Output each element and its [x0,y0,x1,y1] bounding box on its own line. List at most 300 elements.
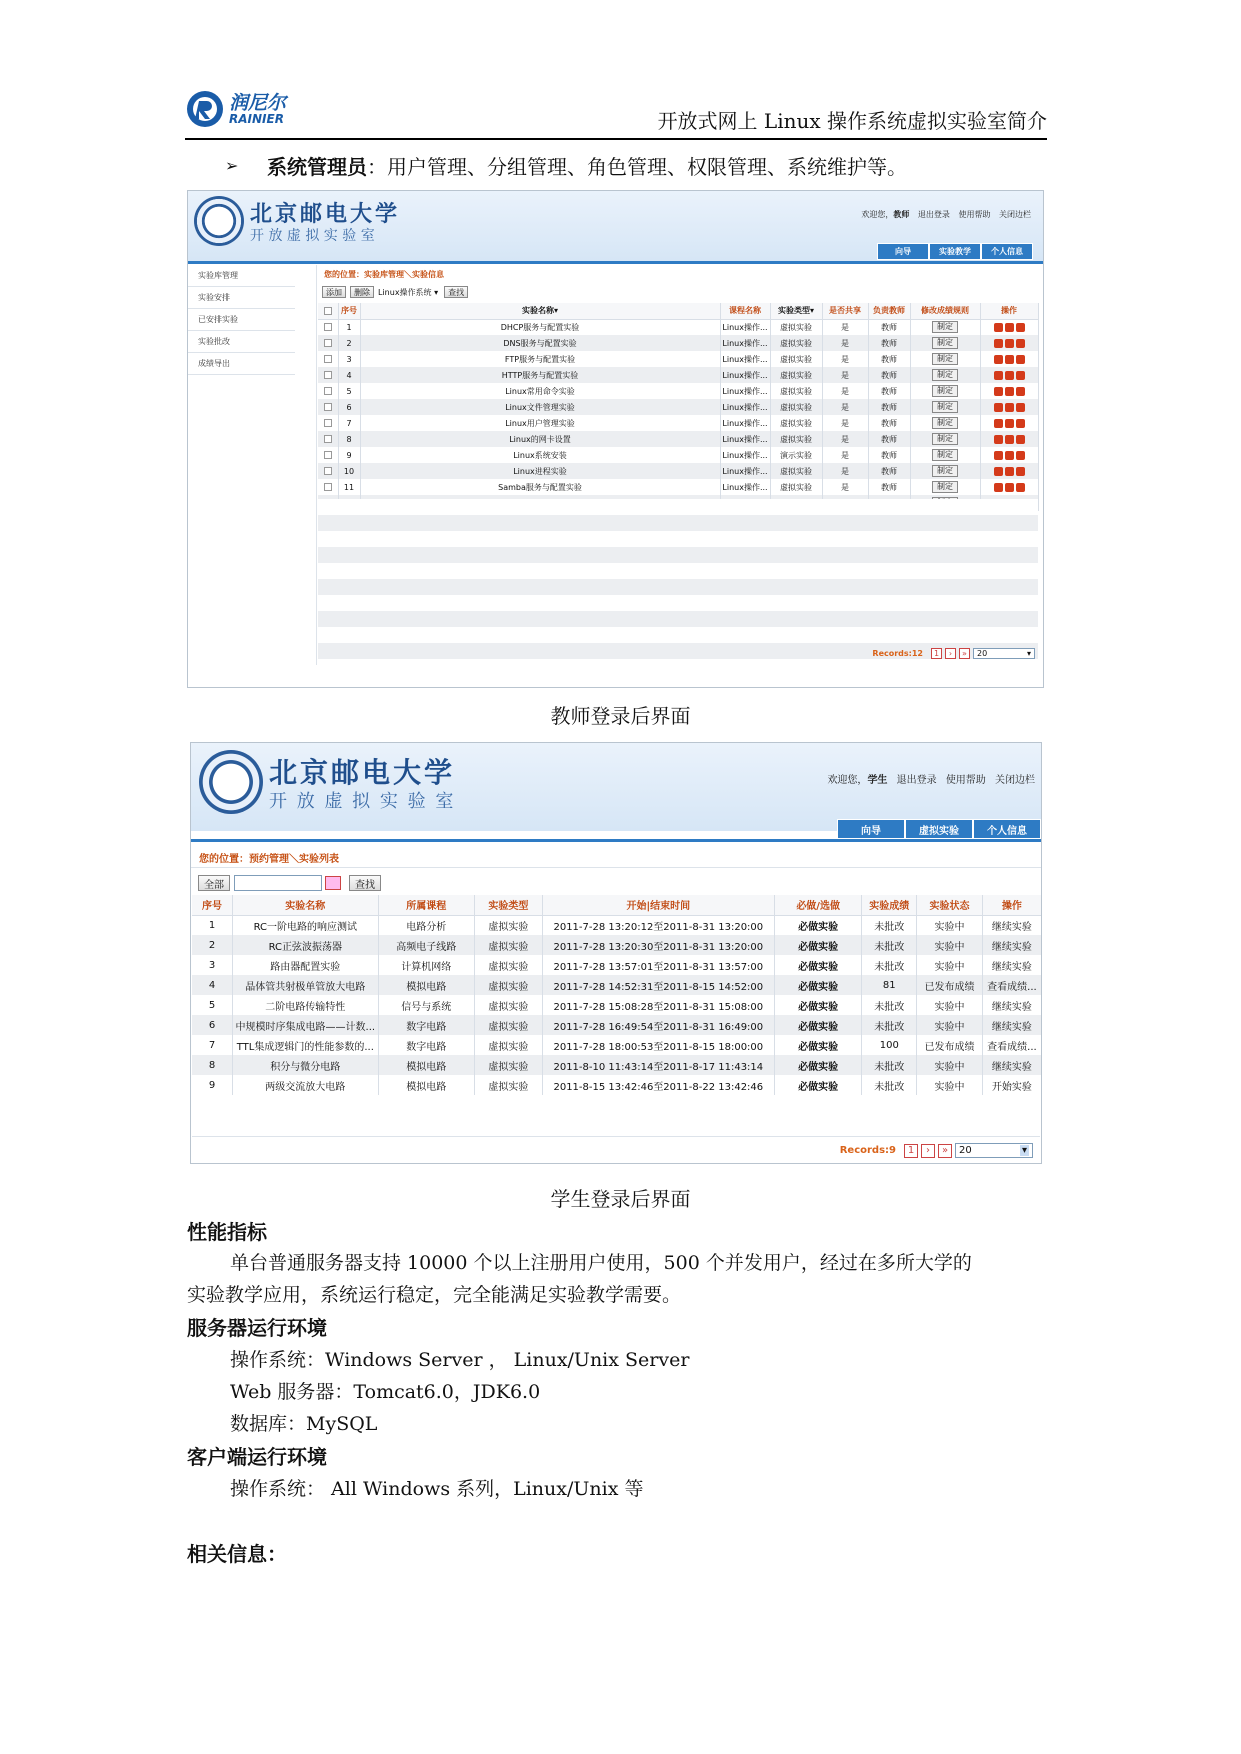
table-cell: Samba服务与配置实验 [360,479,720,495]
table-cell: 7 [192,1035,233,1055]
row-actions [980,367,1038,383]
row-checkbox[interactable] [318,383,338,399]
table-cell: 2011-7-28 13:20:12至2011-8-31 13:20:00 [542,915,774,935]
table-cell: 教师 [868,399,910,415]
table-cell: Linux操作... [720,447,770,463]
col-header: 操作 [982,895,1041,915]
table-cell: DHCP服务与配置实验 [360,319,720,335]
table-cell: 未批改 [862,1075,917,1095]
table-cell: 必做实验 [774,1015,862,1035]
table-cell: 演示实验 [770,447,822,463]
set-rule-button[interactable]: 制定 [910,335,980,351]
page-number[interactable]: 1 [904,1144,918,1158]
lab-name: 开 放 虚 拟 实 验 室 [269,791,456,812]
sidebar-item-grading[interactable]: 实验批改 [188,331,295,353]
col-header[interactable]: 实验名称▾ [360,303,720,319]
view-icon[interactable] [1005,339,1014,348]
tab-profile[interactable]: 个人信息 [973,819,1041,839]
set-rule-button[interactable]: 制定 [910,351,980,367]
table-cell: 是 [822,399,868,415]
table-row [318,383,1038,399]
all-button[interactable]: 全部 [198,875,230,891]
set-rule-button[interactable]: 制定 [910,463,980,479]
view-icon[interactable] [1005,419,1014,428]
logout-link[interactable]: 退出登录 [917,210,950,219]
next-page-button[interactable]: › [921,1144,935,1158]
page-number[interactable]: 1 [931,648,942,659]
table-cell: TTL集成逻辑门的性能参数的... [233,1035,379,1055]
table-cell: 必做实验 [774,975,862,995]
table-cell: Linux操作... [720,319,770,335]
table-cell: RC一阶电路的响应测试 [233,915,379,935]
table-cell: 虚拟实验 [474,935,542,955]
view-icon[interactable] [1005,467,1014,476]
delete-icon[interactable] [1016,323,1025,332]
table-cell: 9 [338,447,360,463]
sidebar-item-arranged[interactable]: 已安排实验 [188,309,295,331]
table-row [192,975,1042,995]
row-checkbox[interactable] [318,415,338,431]
client-heading: 客户端运行环境 [187,1445,327,1469]
col-header: 实验状态 [917,895,983,915]
bupt-emblem-icon [194,196,244,246]
table-cell: 教师 [868,447,910,463]
table-cell: 未批改 [862,995,917,1015]
delete-icon[interactable] [1016,387,1025,396]
view-icon[interactable] [1005,435,1014,444]
table-cell: 2011-8-10 11:43:14至2011-8-17 11:43:14 [542,1055,774,1075]
set-rule-button[interactable]: 制定 [910,399,980,415]
table-cell: 必做实验 [774,955,862,975]
tab-guide[interactable]: 向导 [877,243,929,260]
view-icon[interactable] [1005,403,1014,412]
delete-icon[interactable] [1016,483,1025,492]
last-page-button[interactable]: » [959,648,970,659]
row-checkbox[interactable] [318,399,338,415]
table-cell: 实验中 [917,995,983,1015]
table-cell: 2011-7-28 15:08:28至2011-8-31 15:08:00 [542,995,774,1015]
table-cell: 虚拟实验 [770,335,822,351]
breadcrumb: 您的位置：预约管理＼实验列表 [199,854,339,865]
table-cell: 中规模时序集成电路——计数... [233,1015,379,1035]
page-header [185,85,1047,140]
table-row [192,955,1042,975]
table-cell: Linux操作... [720,463,770,479]
perf-heading: 性能指标 [187,1220,267,1244]
sidebar-item-export[interactable]: 成绩导出 [188,353,295,375]
records-count: Records:12 [872,649,923,658]
table-cell: 必做实验 [774,935,862,955]
table-cell: 6 [192,1015,233,1035]
row-actions [980,463,1038,479]
table-cell: Linux操作... [720,383,770,399]
delete-icon[interactable] [1016,355,1025,364]
row-action-link[interactable]: 继续实验 [982,935,1041,955]
student-pager [840,1143,1033,1158]
row-checkbox[interactable] [318,351,338,367]
teacher-table [318,303,1039,511]
last-page-button[interactable]: » [938,1144,952,1158]
student-table [192,895,1042,1095]
table-cell: 教师 [868,383,910,399]
delete-icon[interactable] [1016,435,1025,444]
edit-icon[interactable] [994,483,1003,492]
table-row [318,367,1038,383]
table-cell: 5 [192,995,233,1015]
row-checkbox[interactable] [318,463,338,479]
page-size-select[interactable]: 20 ▾ [973,648,1035,659]
admin-description: ：用户管理、分组管理、角色管理、权限管理、系统维护等。 [367,155,907,179]
row-actions [980,383,1038,399]
view-icon[interactable] [1005,355,1014,364]
table-cell: 教师 [868,415,910,431]
set-rule-button[interactable]: 制定 [910,447,980,463]
add-button[interactable]: 添加 [322,286,346,298]
table-cell: 2 [338,335,360,351]
table-cell: 6 [338,399,360,415]
welcome-text: 欢迎您， [827,775,868,786]
server-heading: 服务器运行环境 [187,1316,327,1340]
search-input[interactable] [234,875,322,891]
table-cell: 未批改 [862,915,917,935]
table-cell: Linux常用命令实验 [360,383,720,399]
teacher-screenshot [187,190,1044,688]
student-tabs [837,819,1041,839]
table-cell: 未批改 [862,1055,917,1075]
table-cell: 虚拟实验 [770,351,822,367]
server-db: 数据库：MySQL [230,1413,378,1435]
table-row [192,1015,1042,1035]
view-icon[interactable] [1005,323,1014,332]
edit-icon[interactable] [994,339,1003,348]
table-cell: 5 [338,383,360,399]
view-icon[interactable] [1005,387,1014,396]
table-cell: 教师 [868,319,910,335]
table-cell: 虚拟实验 [770,463,822,479]
row-checkbox[interactable] [318,319,338,335]
row-checkbox[interactable] [318,431,338,447]
logo-english: RAINIER [229,111,284,126]
table-cell: 必做实验 [774,1055,862,1075]
table-cell: 电路分析 [378,915,474,935]
col-header: 实验名称 [233,895,379,915]
table-cell: 4 [338,367,360,383]
table-cell: 实验中 [917,915,983,935]
table-cell: 虚拟实验 [474,1035,542,1055]
col-header: 负责教师 [868,303,910,319]
delete-icon[interactable] [1016,451,1025,460]
help-link[interactable]: 使用帮助 [958,210,991,219]
delete-icon[interactable] [1016,467,1025,476]
table-cell: 路由器配置实验 [233,955,379,975]
page-size-select[interactable]: 20 ▾ [955,1143,1033,1158]
student-banner [191,743,1041,831]
delete-icon[interactable] [1016,419,1025,428]
table-cell: 虚拟实验 [474,975,542,995]
row-actions [980,479,1038,495]
edit-icon[interactable] [994,435,1003,444]
rainier-logo-icon [185,89,225,129]
table-cell: Linux操作... [720,367,770,383]
table-cell: 10 [338,463,360,479]
sidebar-item-lab-library[interactable]: 实验库管理 [188,265,295,287]
table-cell: 3 [192,955,233,975]
table-cell: 81 [862,975,917,995]
table-cell: FTP服务与配置实验 [360,351,720,367]
row-checkbox[interactable] [318,367,338,383]
table-cell: Linux操作... [720,479,770,495]
table-cell: 是 [822,367,868,383]
edit-icon[interactable] [994,387,1003,396]
row-action-link[interactable]: 继续实验 [982,915,1041,935]
delete-icon[interactable] [1016,403,1025,412]
arrow-bullet-icon: ➢ [225,156,239,175]
table-row [192,935,1042,955]
table-cell: 是 [822,319,868,335]
university-name: 北京邮电大学 [250,202,401,227]
table-cell: 2011-7-28 13:20:30至2011-8-31 13:20:00 [542,935,774,955]
edit-icon[interactable] [994,451,1003,460]
tab-teaching[interactable]: 实验教学 [929,243,981,260]
table-cell: 虚拟实验 [474,915,542,935]
breadcrumb: 您的位置：实验库管理＼实验信息 [324,270,444,279]
view-icon[interactable] [1005,451,1014,460]
table-row [192,995,1042,1015]
teacher-toolbar [322,286,472,298]
table-cell: 11 [338,479,360,495]
welcome-text: 欢迎您， [861,210,894,219]
table-cell: Linux进程实验 [360,463,720,479]
row-action-link[interactable]: 继续实验 [982,955,1041,975]
table-cell: 是 [822,383,868,399]
table-cell: 教师 [868,431,910,447]
table-cell: 数字电路 [378,1035,474,1055]
user-role: 教师 [893,210,910,219]
table-row [318,335,1038,351]
table-cell: 实验中 [917,1015,983,1035]
table-cell: 100 [862,1035,917,1055]
table-cell: 两级交流放大电路 [233,1075,379,1095]
table-cell: 4 [192,975,233,995]
table-cell: 是 [822,479,868,495]
row-checkbox[interactable] [318,479,338,495]
table-cell: 虚拟实验 [770,367,822,383]
table-cell: 虚拟实验 [770,431,822,447]
table-row [192,1035,1042,1055]
table-cell: 2011-7-28 13:57:01至2011-8-31 13:57:00 [542,955,774,975]
table-cell: 2011-7-28 14:52:31至2011-8-15 14:52:00 [542,975,774,995]
table-cell: 9 [192,1075,233,1095]
table-cell: 虚拟实验 [474,1015,542,1035]
delete-icon[interactable] [1016,339,1025,348]
view-icon[interactable] [1005,371,1014,380]
col-header: 所属课程 [378,895,474,915]
table-cell: 二阶电路传输特性 [233,995,379,1015]
admin-bullet [225,151,907,180]
set-rule-button[interactable]: 制定 [910,479,980,495]
edit-icon[interactable] [994,403,1003,412]
select-all-checkbox[interactable] [318,303,338,319]
table-cell: 教师 [868,351,910,367]
table-cell: 是 [822,431,868,447]
close-sidebar-link[interactable]: 关闭边栏 [999,210,1031,219]
table-cell: 2 [192,935,233,955]
sidebar-item-arrange[interactable]: 实验安排 [188,287,295,309]
delete-button[interactable]: 删除 [350,286,374,298]
table-cell: 教师 [868,367,910,383]
set-rule-button[interactable]: 制定 [910,319,980,335]
teacher-caption: 教师登录后界面 [550,704,691,728]
row-action-link[interactable]: 查看成绩... [982,975,1041,995]
table-cell: 实验中 [917,1075,983,1095]
table-row [318,431,1038,447]
set-rule-button[interactable]: 制定 [910,415,980,431]
calendar-icon[interactable] [325,876,341,890]
welcome-bar [855,209,1031,220]
user-role: 学生 [867,775,888,786]
table-cell: 未批改 [862,935,917,955]
row-actions [980,351,1038,367]
table-cell: 3 [338,351,360,367]
row-actions [980,447,1038,463]
table-cell: 1 [338,319,360,335]
table-cell: 是 [822,335,868,351]
university-name: 北京邮电大学 [269,756,456,789]
next-page-button[interactable]: › [945,648,956,659]
set-rule-button[interactable]: 制定 [910,431,980,447]
table-cell: 2011-8-15 13:42:46至2011-8-22 13:42:46 [542,1075,774,1095]
col-header[interactable]: 实验类型▾ [770,303,822,319]
chevron-down-icon: ▾ [1021,1145,1027,1156]
edit-icon[interactable] [994,355,1003,364]
table-cell: 计算机网络 [378,955,474,975]
table-row [318,399,1038,415]
table-cell: 虚拟实验 [474,1075,542,1095]
table-cell: 2011-7-28 18:00:53至2011-8-15 18:00:00 [542,1035,774,1055]
empty-rows [318,499,1038,665]
chevron-down-icon: ▾ [1026,649,1031,658]
row-action-link[interactable]: 继续实验 [982,995,1041,1015]
row-action-link[interactable]: 继续实验 [982,1015,1041,1035]
table-cell: 教师 [868,335,910,351]
row-actions [980,415,1038,431]
student-toolbar [198,875,385,891]
table-cell: 高频电子线路 [378,935,474,955]
row-actions [980,399,1038,415]
tab-virtual-lab[interactable]: 虚拟实验 [905,819,973,839]
search-button[interactable]: 查找 [349,875,381,891]
col-header: 必做/选做 [774,895,862,915]
edit-icon[interactable] [994,419,1003,428]
close-sidebar-link[interactable]: 关闭边栏 [995,775,1035,786]
view-icon[interactable] [1005,483,1014,492]
table-cell: Linux操作... [720,335,770,351]
table-cell: RC正弦波振荡器 [233,935,379,955]
bupt-emblem-icon [199,750,263,814]
table-cell: Linux文件管理实验 [360,399,720,415]
lab-name: 开 放 虚 拟 实 验 室 [250,228,375,244]
table-row [318,447,1038,463]
table-cell: 虚拟实验 [770,415,822,431]
row-actions [980,431,1038,447]
row-checkbox[interactable] [318,447,338,463]
table-cell: DNS服务与配置实验 [360,335,720,351]
table-cell: 2011-7-28 16:49:54至2011-8-31 16:49:00 [542,1015,774,1035]
col-header: 实验类型 [474,895,542,915]
table-cell: 必做实验 [774,1075,862,1095]
row-checkbox[interactable] [318,335,338,351]
table-cell: 虚拟实验 [770,479,822,495]
search-button[interactable]: 查找 [444,286,468,298]
student-caption: 学生登录后界面 [550,1187,691,1211]
table-cell: HTTP服务与配置实验 [360,367,720,383]
table-cell: 教师 [868,463,910,479]
row-actions [980,335,1038,351]
table-cell: Linux的网卡设置 [360,431,720,447]
table-row [192,1075,1042,1095]
table-cell: 虚拟实验 [770,383,822,399]
table-cell: 模拟电路 [378,975,474,995]
set-rule-button[interactable]: 制定 [910,383,980,399]
edit-icon[interactable] [994,323,1003,332]
table-cell: 积分与微分电路 [233,1055,379,1075]
table-row [318,479,1038,495]
table-cell: 虚拟实验 [770,399,822,415]
row-action-link[interactable]: 开始实验 [982,1075,1041,1095]
table-cell: 虚拟实验 [474,955,542,975]
col-header: 课程名称 [720,303,770,319]
help-link[interactable]: 使用帮助 [945,775,986,786]
welcome-bar [821,771,1035,786]
perf-paragraph-line1: 单台普通服务器支持 10000 个以上注册用户使用，500 个并发用户，经过在多所大学的 [230,1252,972,1274]
table-cell: 实验中 [917,955,983,975]
col-header: 序号 [192,895,233,915]
edit-icon[interactable] [994,467,1003,476]
row-action-link[interactable]: 继续实验 [982,1055,1041,1075]
table-cell: 是 [822,415,868,431]
table-cell: 已发布成绩 [917,975,983,995]
col-header: 修改成绩规则 [910,303,980,319]
row-actions [980,319,1038,335]
col-header: 序号 [338,303,360,319]
edit-icon[interactable] [994,371,1003,380]
table-cell: Linux操作... [720,399,770,415]
col-header: 实验成绩 [862,895,917,915]
course-select[interactable]: Linux操作系统 ▾ [378,287,439,297]
table-cell: 虚拟实验 [770,319,822,335]
student-screenshot [190,742,1042,1164]
server-web: Web 服务器：Tomcat6.0，JDK6.0 [230,1381,541,1403]
set-rule-button[interactable]: 制定 [910,367,980,383]
delete-icon[interactable] [1016,371,1025,380]
table-cell: 必做实验 [774,1035,862,1055]
logout-link[interactable]: 退出登录 [896,775,937,786]
table-cell: 是 [822,351,868,367]
table-cell: 已发布成绩 [917,1035,983,1055]
perf-paragraph-line2: 实验教学应用，系统运行稳定，完全能满足实验教学需要。 [187,1284,682,1306]
row-action-link[interactable]: 查看成绩... [982,1035,1041,1055]
server-os: 操作系统：Windows Server ， Linux/Unix Server [230,1349,690,1371]
logo-chinese: 润尼尔 [229,91,287,114]
tab-profile[interactable]: 个人信息 [981,243,1033,260]
tab-guide[interactable]: 向导 [837,819,905,839]
table-cell: 模拟电路 [378,1055,474,1075]
table-row [318,351,1038,367]
table-row [192,1055,1042,1075]
table-cell: Linux系统安装 [360,447,720,463]
table-cell: 7 [338,415,360,431]
table-cell: 必做实验 [774,915,862,935]
